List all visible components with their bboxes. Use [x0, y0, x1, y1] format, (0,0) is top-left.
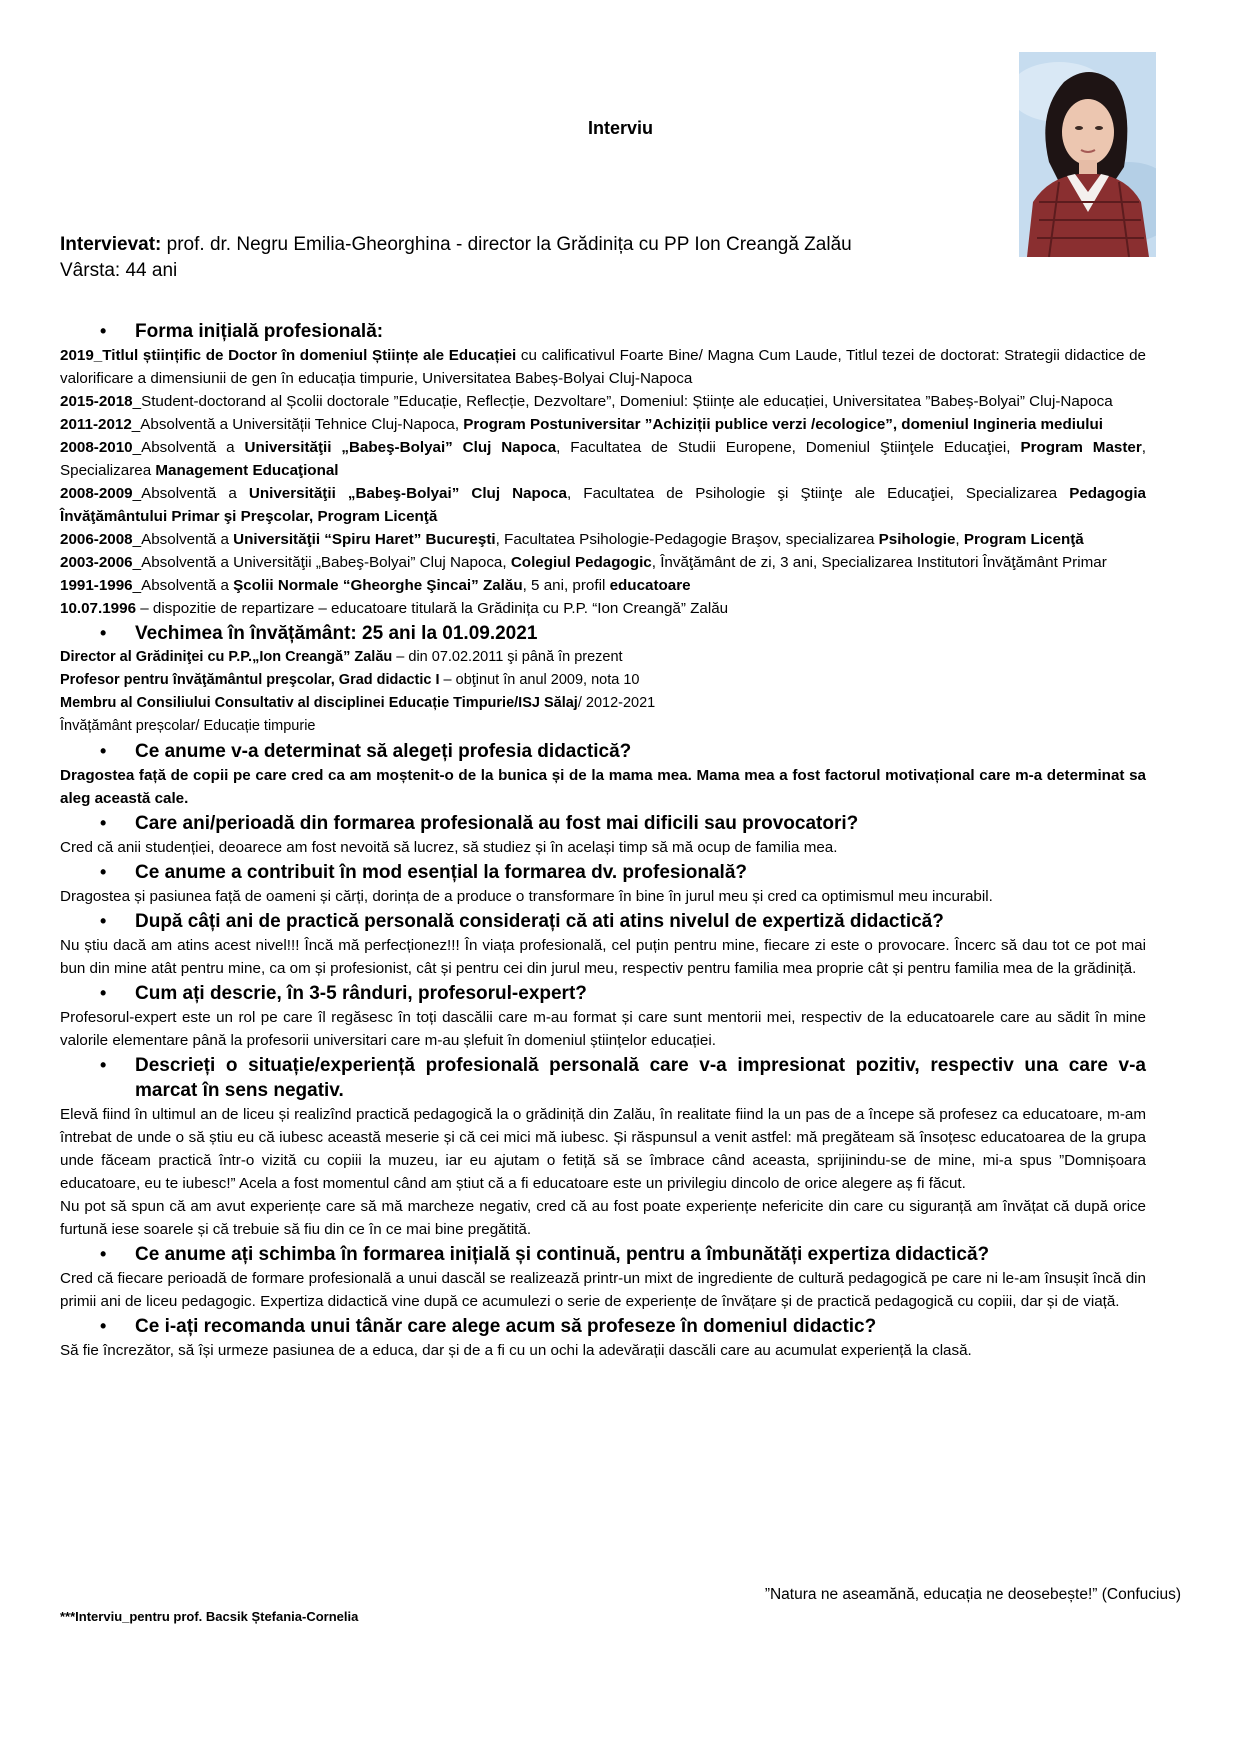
- answer-text: Profesorul-expert este un rol pe care îl regăsesc în toți dascălii care m-au format și care sunt mentorii mei, respectiv de la educatoarele care au sădit în mine valorile elementare până la profesorii universitari care m-au șlefuit în domeniul științelor educației.: [60, 1009, 1146, 1049]
- experience-line: Profesor pentru învăţământul preşcolar, Grad didactic I – obţinut în anul 2009, nota 10: [60, 672, 640, 688]
- education-entry: 2006-2008_Absolventă a Universităţii “Spiru Haret” Bucureşti, Facultatea Psihologie-Pedagogie Braşov, specializarea Psihologie, Program Licenţă: [60, 531, 1084, 548]
- education-entry: 2015-2018_Student-doctorand al Școlii doctorale ”Educație, Reflecție, Dezvoltare”, Domeniul: Științe ale educației, Universitatea ”Babeș-Bolyai” Cluj-Napoca: [60, 393, 1113, 410]
- bullet-icon: •: [100, 1316, 107, 1336]
- interviewee-line: [60, 232, 960, 258]
- experience-line: Director al Grădiniţei cu P.P.„Ion Creangă” Zalău – din 07.02.2011 şi până în prezent: [60, 649, 623, 665]
- answer-text: Cred că fiecare perioadă de formare profesională a unui dascăl se realizează printr-un mixt de ingrediente de cultură pedagogică pe care ni le-am însușit încă din primii ani de liceu pedagogic. Expertiza didactică vine după ce acumulezi o serie de experiențe de învățare și de practică pedagogică cu copiii, dar și de viață.: [60, 1270, 1146, 1310]
- footer-note: ***Interviu_pentru prof. Bacsik Ștefania-Cornelia: [60, 1609, 359, 1624]
- question-heading: • Ce anume a contribuit în mod esențial la formarea dv. profesională?: [100, 862, 748, 883]
- interviewee-name: prof. dr. Negru Emilia-Gheorghina - director la Grădinița cu PP Ion Creangă Zalău: [161, 234, 852, 255]
- answer-text: Dragostea față de copii pe care cred ca am moștenit-o de la bunica și de la mama mea. Mama mea a fost factorul motivațional care m-a determinat sa aleg această cale.: [60, 767, 1146, 807]
- education-entry: 2019_Titlul științific de Doctor în domeniul Științe ale Educației cu calificativul Foarte Bine/ Magna Cum Laude, Titlul tezei de doctorat: Strategii didactice de valorificare a dimensiunii de gen în educația timpurie, Universitatea Babeș-Bolyai Cluj-Napoca: [60, 347, 1147, 387]
- education-entry: 2011-2012_Absolventă a Universității Tehnice Cluj-Napoca, Program Postuniversitar ”Achiziții publice verzi /ecologice”, domeniul Ingineria mediului: [60, 416, 1103, 433]
- bullet-icon: •: [100, 741, 107, 761]
- education-entry: 10.07.1996 – dispozitie de repartizare – educatoare titulară la Grădinița cu P.P. “Ion Creangă” Zalău: [60, 600, 729, 617]
- portrait-illustration: [1019, 52, 1156, 257]
- education-entry: 2008-2009_Absolventă a Universităţii „Babeş-Bolyai” Cluj Napoca, Facultatea de Psihologie şi Ştiinţe ale Educaţiei, Specializarea Pedagogia Învăţământului Primar şi Preşcolar, Program Licenţă: [60, 485, 1146, 525]
- bullet-icon: •: [100, 1055, 107, 1075]
- bullet-icon: •: [100, 1244, 107, 1264]
- bullet-icon: •: [100, 321, 107, 341]
- question-heading: • Descrieți o situație/experiență profesională personală care v-a impresionat pozitiv, respectiv una care v-a marcat în sens negativ.: [100, 1055, 1146, 1101]
- education-entry: 1991-1996_Absolventă a Şcolii Normale “Gheorghe Şincai” Zalău, 5 ani, profil educatoare: [60, 577, 691, 594]
- portrait-photo: [1019, 52, 1156, 257]
- interviewee-label: Intervievat:: [60, 234, 162, 255]
- bullet-icon: •: [100, 623, 107, 643]
- question-heading: • Cum ați descrie, în 3-5 rânduri, profesorul-expert?: [100, 983, 587, 1004]
- bullet-icon: •: [100, 862, 107, 882]
- question-heading: • Ce i-ați recomanda unui tânăr care alege acum să profeseze în domeniul didactic?: [100, 1316, 877, 1337]
- section-heading-vechime: • Vechimea în învățământ: 25 ani la 01.09.2021: [100, 623, 538, 644]
- question-heading: • Care ani/perioadă din formarea profesională au fost mai dificili sau provocatori?: [100, 813, 859, 834]
- answer-text: Nu pot să spun că am avut experiențe care să mă marcheze negativ, cred că au fost poate experiențe nefericite din care cu siguranță am învățat că după orice furtună iese soarele și că trebuie să fiu din ce în ce mai bine pregătită.: [60, 1198, 1146, 1238]
- experience-line: Membru al Consiliului Consultativ al disciplinei Educație Timpurie/ISJ Sălaj/ 2012-2021: [60, 695, 656, 711]
- answer-text: Să fie încrezător, să își urmeze pasiunea de a educa, dar și de a fi cu un ochi la adevărații dascăli care au acumulat experiență la clasă.: [60, 1342, 972, 1359]
- education-entry: 2008-2010_Absolventă a Universităţii „Babeş-Bolyai” Cluj Napoca, Facultatea de Studii Europene, Domeniul Ştiinţele Educaţiei, Program Master, Specializarea Management Educaţional: [60, 439, 1146, 479]
- bullet-icon: •: [100, 983, 107, 1003]
- interviewee-age: Vârsta: 44 ani: [60, 260, 178, 281]
- interview-content: [60, 318, 1146, 1362]
- interviewee-block: [60, 232, 960, 284]
- closing-quote: ”Natura ne aseamănă, educația ne deosebește!” (Confucius): [764, 1586, 1181, 1603]
- question-heading: • Ce anume ați schimba în formarea inițială și continuă, pentru a îmbunătăți expertiza didactică?: [100, 1244, 990, 1265]
- document-title: Interviu: [587, 118, 653, 138]
- answer-text: Dragostea și pasiunea față de oameni și cărți, dorința de a produce o transformare în bine în jurul meu și cred ca optimismul meu incurabil.: [60, 888, 993, 905]
- question-heading: • După câți ani de practică personală considerați că ati atins nivelul de expertiză didactică?: [100, 911, 944, 932]
- experience-line: Învățământ preșcolar/ Educație timpurie: [60, 718, 316, 734]
- answer-text: Elevă fiind în ultimul an de liceu și realizînd practică pedagogică la o grădiniță din Zalău, în realitate fiind la un pas de a începe să profesez ca educatoare, m-am întrebat de unde o să știu eu că iubesc această meserie și că cei mici mă iubesc. Și răspunsul a venit astfel: mă pregăteam să însoțesc educatoarea de la grupa unde făceam practică într-o vizită cu copiii la muzeu, iar eu ajutam o fetiță să se îmbrace când aceasta, sprijinindu-se de mine, mi-a spus ”Domnișoara educatoare, eu te iubesc!” Acela a fost momentul când am știut că a fi educatoare este un privilegiu dincolo de orice alegere aș fi făcut.: [60, 1106, 1146, 1192]
- bullet-icon: •: [100, 911, 107, 931]
- question-heading: • Ce anume v-a determinat să alegeți profesia didactică?: [100, 741, 632, 762]
- section-heading-forma: • Forma inițială profesională:: [100, 321, 384, 342]
- answer-text: Nu știu dacă am atins acest nivel!!! Încă mă perfecționez!!! În viața profesională, cel puțin pentru mine, fiecare zi este o provocare. Încerc să dau tot ce pot mai bun din mine atât pentru mine, ca om și profesionist, cât și pentru cei din jurul meu, respectiv pentru familia mea proprie cât și pentru familia mea de la grădiniță.: [60, 937, 1146, 977]
- bullet-icon: •: [100, 813, 107, 833]
- answer-text: Cred că anii studenției, deoarece am fost nevoită să lucrez, să studiez și în același timp să mă ocup de familia mea.: [60, 839, 838, 856]
- education-entry: 2003-2006_Absolventă a Universităţii „Babeş-Bolyai” Cluj Napoca, Colegiul Pedagogic, Învăţământ de zi, 3 ani, Specializarea Institutori Învăţământ Primar: [60, 554, 1107, 571]
